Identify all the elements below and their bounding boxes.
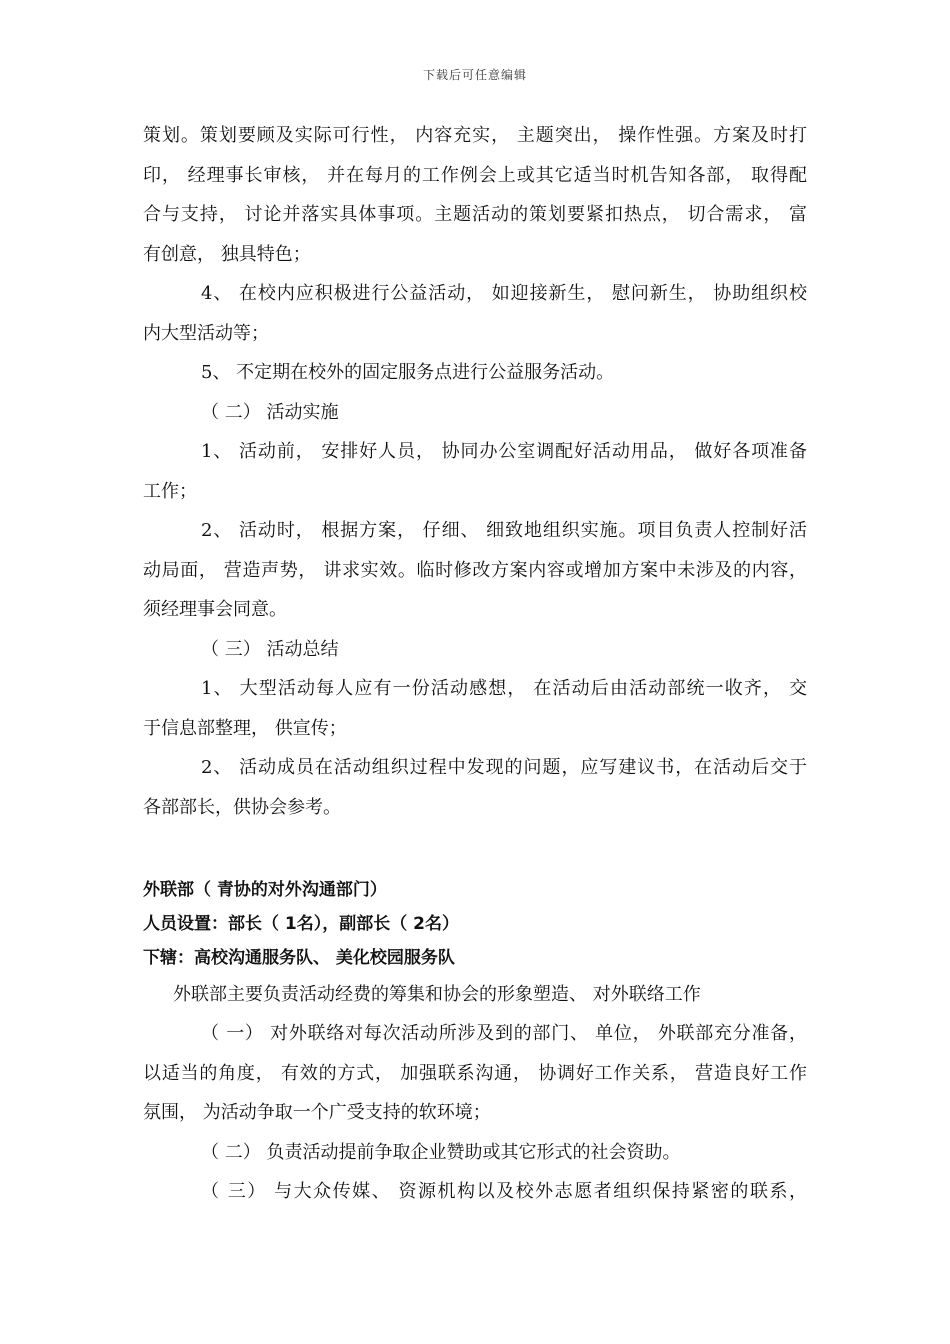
text-line: 须经理事会同意。: [143, 599, 287, 620]
text-line: （ 一） 对外联络对每次活动所涉及到的部门、 单位， 外联部充分准备，: [201, 1023, 807, 1044]
page-header: 下载后可任意编辑: [422, 68, 527, 82]
document-body: [143, 116, 807, 1212]
text-line: 各部部长，供协会参考。: [143, 796, 341, 818]
text-line: （ 二） 活动实施: [201, 401, 339, 423]
text-line: 氛围， 为活动争取一个广受支持的软环境；: [143, 1102, 491, 1123]
text-line: 4、 在校内应积极进行公益活动， 如迎接新生， 慰问新生， 协助组织校: [201, 283, 807, 304]
text-line: 有创意， 独具特色；: [143, 243, 311, 265]
section-gap: [143, 827, 807, 867]
text-line: 印， 经理事长审核， 并在每月的工作例会上或其它适当时机告知各部， 取得配: [143, 164, 807, 186]
text-line: 2、 活动成员在活动组织过程中发现的问题，应写建议书，在活动后交于: [201, 757, 807, 778]
section-staffing: 人员设置：部长（ 1名），副部长（ 2名）: [143, 913, 459, 934]
text-line: 1、 大型活动每人应有一份活动感想， 在活动后由活动部统一收齐， 交: [201, 678, 807, 699]
text-line: 内大型活动等；: [143, 322, 269, 344]
text-line: 动局面， 营造声势， 讲求实效。临时修改方案内容或增加方案中未涉及的内容，: [143, 559, 807, 581]
text-line: 1、 活动前， 安排好人员， 协同办公室调配好活动用品， 做好各项准备: [201, 441, 807, 462]
text-line: （ 三） 活动总结: [201, 638, 339, 660]
text-line: 于信息部整理， 供宣传；: [143, 717, 347, 739]
text-line: 5、 不定期在校外的固定服务点进行公益服务活动。: [201, 362, 615, 383]
paragraph-block-liaison: [143, 975, 807, 1212]
text-line: （ 三） 与大众传媒、 资源机构以及校外志愿者组织保持紧密的联系，: [201, 1181, 807, 1202]
text-line: 外联部主要负责活动经费的筹集和协会的形象塑造、 对外联络工作: [173, 983, 701, 1005]
paragraph-block-activities: [143, 116, 807, 827]
text-line: 策划。策划要顾及实际可行性， 内容充实， 主题突出， 操作性强。方案及时打: [143, 125, 807, 146]
text-line: （ 二） 负责活动提前争取企业赞助或其它形式的社会资助。: [201, 1141, 681, 1163]
text-line: 2、 活动时， 根据方案， 仔细、 细致地组织实施。项目负责人控制好活: [201, 520, 807, 541]
text-line: 合与支持， 讨论并落实具体事项。主题活动的策划要紧扣热点， 切合需求， 富: [143, 204, 807, 225]
text-line: 工作；: [143, 480, 197, 502]
text-line: 以适当的角度， 有效的方式， 加强联系沟通， 协调好工作关系， 营造良好工作: [143, 1062, 807, 1084]
section-title: 外联部（ 青协的对外沟通部门）: [143, 879, 387, 900]
section-subordinates: 下辖：高校沟通服务队、 美化校园服务队: [143, 947, 455, 968]
